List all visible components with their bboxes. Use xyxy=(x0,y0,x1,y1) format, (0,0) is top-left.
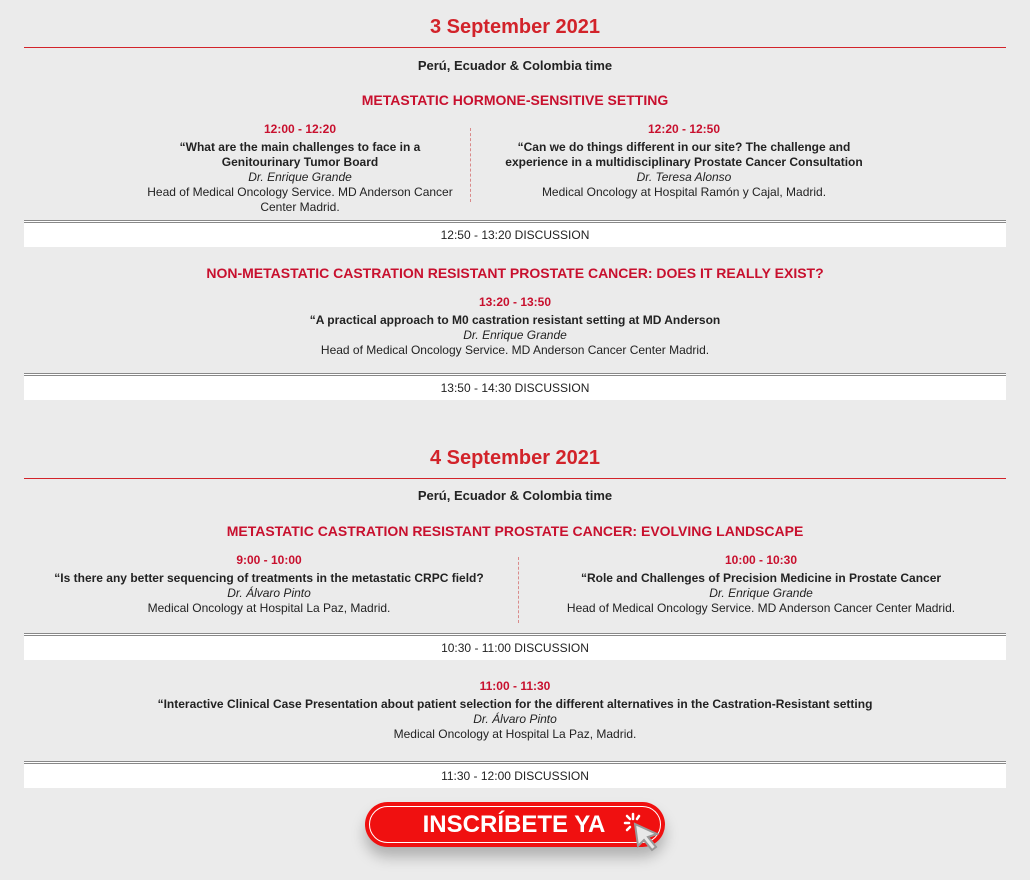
talk-affiliation: Head of Medical Oncology Service. MD Anderson Cancer Center Madrid. xyxy=(147,185,453,214)
section-title: NON-METASTATIC CASTRATION RESISTANT PROSTATE CANCER: DOES IT REALLY EXIST? xyxy=(206,265,824,281)
talk-title: “Can we do things different in our site? The challenge and experience in a multidisciplinary Prostate Cancer Consultation xyxy=(505,140,863,169)
register-button-label: INSCRÍBETE YA xyxy=(422,811,606,838)
talk-affiliation: Medical Oncology at Hospital La Paz, Madrid. xyxy=(147,601,391,615)
talk-affiliation: Head of Medical Oncology Service. MD Anderson Cancer Center Madrid. xyxy=(566,601,956,615)
talk-speaker: Dr. Teresa Alonso xyxy=(636,170,732,184)
talk-speaker: Dr. Enrique Grande xyxy=(463,328,567,342)
talk xyxy=(140,122,460,215)
talk-speaker: Dr. Álvaro Pinto xyxy=(227,586,311,600)
talk-speaker: Dr. Enrique Grande xyxy=(248,170,352,184)
talk-title: “Role and Challenges of Precision Medicine in Prostate Cancer xyxy=(580,571,942,585)
talk-time: 13:20 - 13:50 xyxy=(478,295,552,309)
talk-affiliation: Head of Medical Oncology Service. MD Anderson Cancer Center Madrid. xyxy=(320,343,710,357)
date-rule xyxy=(24,478,1006,479)
talk xyxy=(0,295,1030,358)
discussion-bar: 11:30 - 12:00 DISCUSSION xyxy=(24,761,1006,788)
talk-time: 11:00 - 11:30 xyxy=(479,679,551,693)
talk-time: 10:00 - 10:30 xyxy=(724,553,798,567)
talk-time: 12:00 - 12:20 xyxy=(263,122,337,136)
day-1-date: 3 September 2021 xyxy=(429,16,601,38)
date-rule xyxy=(24,47,1006,48)
talk-title: “A practical approach to M0 castration resistant setting at MD Anderson xyxy=(309,313,721,327)
talk-time: 12:20 - 12:50 xyxy=(647,122,721,136)
talk-affiliation: Medical Oncology at Hospital La Paz, Madrid. xyxy=(393,727,637,741)
discussion-bar: 12:50 - 13:20 DISCUSSION xyxy=(24,220,1006,247)
column-divider xyxy=(518,557,519,623)
talk xyxy=(24,553,514,616)
talk xyxy=(0,679,1030,742)
talk-title: “Interactive Clinical Case Presentation about patient selection for the different alternatives in the Castration-Resistant setting xyxy=(157,697,873,711)
talk-speaker: Dr. Álvaro Pinto xyxy=(473,712,557,726)
column-divider xyxy=(470,128,471,202)
talk-affiliation: Medical Oncology at Hospital Ramón y Cajal, Madrid. xyxy=(541,185,827,199)
section-title: METASTATIC HORMONE-SENSITIVE SETTING xyxy=(361,92,669,108)
section-title: METASTATIC CASTRATION RESISTANT PROSTATE CANCER: EVOLVING LANDSCAPE xyxy=(226,523,804,539)
talk xyxy=(522,553,1000,616)
timezone: Perú, Ecuador & Colombia time xyxy=(417,58,613,73)
timezone: Perú, Ecuador & Colombia time xyxy=(417,488,613,503)
talk xyxy=(490,122,878,200)
discussion-bar: 13:50 - 14:30 DISCUSSION xyxy=(24,373,1006,400)
day-2-date: 4 September 2021 xyxy=(429,447,601,469)
talk-time: 9:00 - 10:00 xyxy=(236,553,302,567)
cursor-click-icon xyxy=(623,812,673,862)
talk-speaker: Dr. Enrique Grande xyxy=(709,586,813,600)
talk-title: “Is there any better sequencing of treatments in the metastatic CRPC field? xyxy=(54,571,484,585)
register-button[interactable] xyxy=(365,802,665,847)
discussion-bar: 10:30 - 11:00 DISCUSSION xyxy=(24,633,1006,660)
talk-title: “What are the main challenges to face in a Genitourinary Tumor Board xyxy=(179,140,421,169)
